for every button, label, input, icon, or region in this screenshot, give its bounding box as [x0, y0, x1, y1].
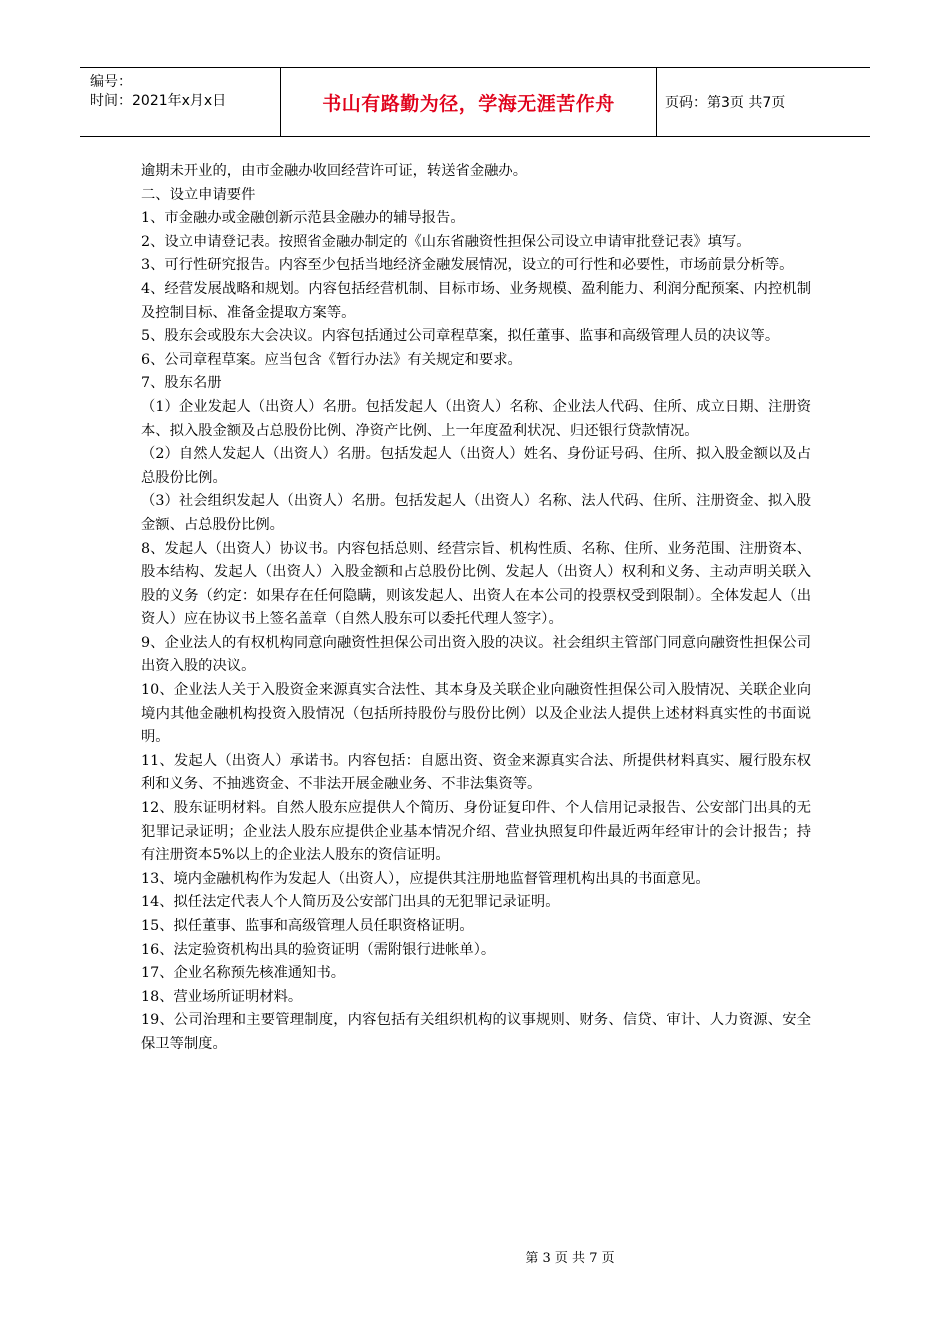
header-page-info: 页码：第3页 共7页: [665, 95, 786, 111]
sub-list-item: （1）企业发起人（出资人）名册。包括发起人（出资人）名称、企业法人代码、住所、成立日期、注册资本、拟入股金额及占总股份比例、净资产比例、上一年度盈利状况、归还银行贷款情况。: [141, 398, 811, 439]
paragraph: 逾期未开业的，由市金融办收回经营许可证，转送省金融办。: [141, 163, 528, 179]
document-number-label: 编号：: [90, 74, 132, 90]
sub-list-item: （2）自然人发起人（出资人）名册。包括发起人（出资人）姓名、身份证号码、住所、拟入股金额以及占总股份比例。: [141, 446, 811, 486]
list-item: 12、股东证明材料。自然人股东应提供人个简历、身份证复印件、个人信用记录报告、公安部门出具的无犯罪记录证明；企业法人股东应提供企业基本情况介绍、营业执照复印件最近两年经审计的会计报告；持有注册资本5%以上的企业法人股东的资信证明。: [141, 800, 811, 864]
list-item: 3、可行性研究报告。内容至少包括当地经济金融发展情况，设立的可行性和必要性，市场前景分析等。: [141, 257, 794, 274]
header-motto: 书山有路勤为径，学海无涯苦作舟: [281, 68, 657, 136]
list-item: 15、拟任董事、监事和高级管理人员任职资格证明。: [141, 918, 474, 934]
list-item: 1、市金融办或金融创新示范县金融办的辅导报告。: [141, 210, 465, 227]
list-item: 2、设立申请登记表。按照省金融办制定的《山东省融资性担保公司设立申请审批登记表》填写。: [141, 233, 751, 250]
footer-page-number: 第 3 页 共 7 页: [525, 1251, 615, 1266]
list-item: 9、企业法人的有权机构同意向融资性担保公司出资入股的决议。社会组织主管部门同意向融资性担保公司出资入股的决议。: [141, 634, 811, 675]
list-item: 10、企业法人关于入股资金来源真实合法性、其本身及关联企业向融资性担保公司入股情况、关联企业向境内其他金融机构投资入股情况（包括所持股份与股份比例）以及企业法人提供上述材料真实性的书面说明。: [141, 682, 811, 746]
list-item: 11、发起人（出资人）承诺书。内容包括：自愿出资、资金来源真实合法、所提供材料真实、履行股东权利和义务、不抽逃资金、不非法开展金融业务、不非法集资等。: [141, 752, 811, 793]
sub-list-item: （3）社会组织发起人（出资人）名册。包括发起人（出资人）名称、法人代码、住所、注册资金、拟入股金额、占总股份比例。: [141, 493, 811, 533]
list-item: 7、股东名册: [141, 375, 222, 392]
list-item: 18、营业场所证明材料。: [141, 988, 303, 1005]
list-item: 13、境内金融机构作为发起人（出资人），应提供其注册地监督管理机构出具的书面意见。: [141, 870, 710, 887]
list-item: 6、公司章程草案。应当包含《暂行办法》有关规定和要求。: [141, 351, 522, 368]
document-body: [141, 160, 811, 1057]
list-item: 5、股东会或股东大会决议。内容包括通过公司章程草案，拟任董事、监事和高级管理人员的决议等。: [141, 328, 780, 345]
list-item: 17、企业名称预先核准通知书。: [141, 965, 346, 982]
list-item: 14、拟任法定代表人个人简历及公安部门出具的无犯罪记录证明。: [141, 894, 560, 911]
page-footer: [0, 1247, 950, 1266]
section-heading: 二、设立申请要件: [141, 186, 256, 203]
list-item: 4、经营发展战略和规划。内容包括经营机制、目标市场、业务规模、盈利能力、利润分配预案、内控机制及控制目标、准备金提取方案等。: [141, 280, 811, 321]
header-meta: [80, 68, 281, 136]
list-item: 8、发起人（出资人）协议书。内容包括总则、经营宗旨、机构性质、名称、住所、业务范围、注册资本、股本结构、发起人（出资人）入股金额和占总股份比例、发起人（出资人）权利和义务、主动声明关联入股的义务（约定：如果存在任何隐瞒，则该发起人、出资人在本公司的投票权受到限制）。全体发起人（出资人）应在协议书上签名盖章（自然人股东可以委托代理人签字）。: [141, 540, 811, 628]
list-item: 19、公司治理和主要管理制度，内容包括有关组织机构的议事规则、财务、信贷、审计、人力资源、安全保卫等制度。: [141, 1012, 811, 1052]
page-header: [80, 67, 870, 137]
list-item: 16、法定验资机构出具的验资证明（需附银行进帐单）。: [141, 941, 496, 958]
document-date: 时间：2021年x月x日: [90, 93, 227, 109]
